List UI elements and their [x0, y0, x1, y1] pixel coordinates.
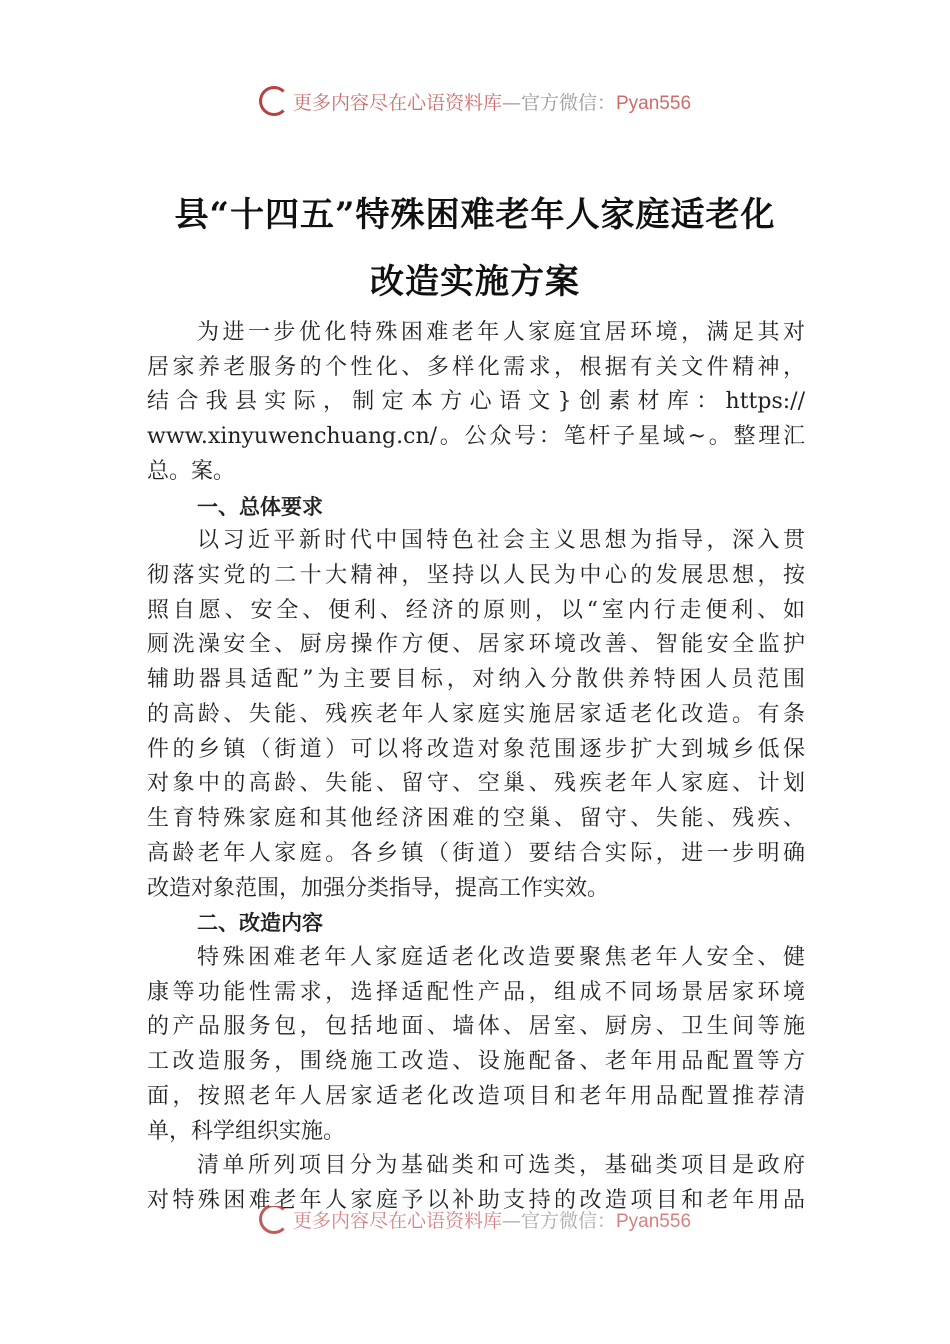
watermark-dash: —	[501, 1210, 521, 1232]
text-line: 结合我县实际，制定本方心语文}创素材库：https://	[147, 389, 805, 415]
text-line: 彻落实党的二十大精神，坚持以人民为中心的发展思想，按	[147, 563, 805, 589]
text-line: 特殊困难老年人家庭适老化改造要聚焦老年人安全、健	[197, 944, 805, 970]
watermark-id: Pyan556	[616, 1211, 692, 1232]
logo-icon	[259, 86, 289, 116]
text-line: 康等功能性需求，选择适配性产品，组成不同场景居家环境	[147, 979, 805, 1005]
document-body	[147, 316, 805, 1219]
text-line: 对象中的高龄、失能、留守、空巢、残疾老年人家庭、计划	[147, 771, 805, 797]
section-heading	[147, 490, 805, 525]
text-line: 总。案。	[147, 458, 236, 484]
text-line: 清单所列项目分为基础类和可选类，基础类项目是政府	[197, 1153, 805, 1179]
logo-icon	[259, 1206, 289, 1234]
watermark-wechat: 官方微信：	[520, 1210, 616, 1232]
text-line: 工改造服务，围绕施工改造、设施配备、老年用品配置等方	[147, 1049, 805, 1075]
text-line: 对特殊困难老年人家庭予以补助支持的改造项目和老年用品	[147, 1187, 805, 1213]
text-line: 以习近平新时代中国特色社会主义思想为指导，深入贯	[197, 528, 805, 554]
text-line: 二、改造内容	[197, 911, 323, 936]
watermark-dash: —	[501, 92, 521, 114]
text-line: 辅助器具适配”为主要目标，对纳入分散供养特困人员范围	[147, 667, 805, 693]
text-line: 单，科学组织实施。	[147, 1118, 346, 1144]
text-line: 照自愿、安全、便利、经济的原则，以“室内行走便利、如	[147, 597, 805, 623]
text-line: 高龄老年人家庭。各乡镇（街道）要结合实际，进一步明确	[147, 840, 805, 866]
document-title-line2: 改造实施方案	[370, 262, 580, 302]
text-line: 为进一步优化特殊困难老年人家庭宜居环境，满足其对	[197, 320, 805, 345]
watermark-header	[0, 88, 950, 119]
paragraph	[147, 524, 805, 906]
text-line: 生育特殊家庭和其他经济困难的空巢、留守、失能、残疾、	[147, 806, 805, 832]
text-line: 改造对象范围，加强分类指导，提高工作实效。	[147, 875, 610, 901]
watermark-brand: 更多内容尽在心语资料库	[292, 1210, 502, 1232]
text-line: 面，按照老年人居家适老化改造项目和老年用品配置推荐清	[147, 1083, 805, 1109]
paragraph	[147, 941, 805, 1149]
document-title-line1: 县“十四五”特殊困难老年人家庭适老化	[174, 195, 776, 235]
text-line: 的高龄、失能、残疾老年人家庭实施居家适老化改造。有条	[147, 701, 805, 727]
watermark-wechat: 官方微信：	[520, 92, 616, 114]
watermark-brand: 更多内容尽在心语资料库	[292, 92, 502, 114]
text-line: www.xinyuwenchuang.cn/。公众号：笔杆子星域~。整理汇	[147, 424, 805, 450]
paragraph	[147, 316, 805, 490]
text-line: 居家养老服务的个性化、多样化需求，根据有关文件精神，	[147, 354, 805, 380]
text-line: 厕洗澡安全、厨房操作方便、居家环境改善、智能安全监护	[147, 632, 805, 658]
text-line: 一、总体要求	[197, 494, 323, 519]
watermark-id: Pyan556	[616, 93, 692, 114]
text-line: 的产品服务包，包括地面、墙体、居室、厨房、卫生间等施	[147, 1014, 805, 1040]
text-line: 件的乡镇（街道）可以将改造对象范围逐步扩大到城乡低保	[147, 736, 805, 762]
watermark-footer	[0, 1206, 950, 1236]
section-heading	[147, 906, 805, 941]
